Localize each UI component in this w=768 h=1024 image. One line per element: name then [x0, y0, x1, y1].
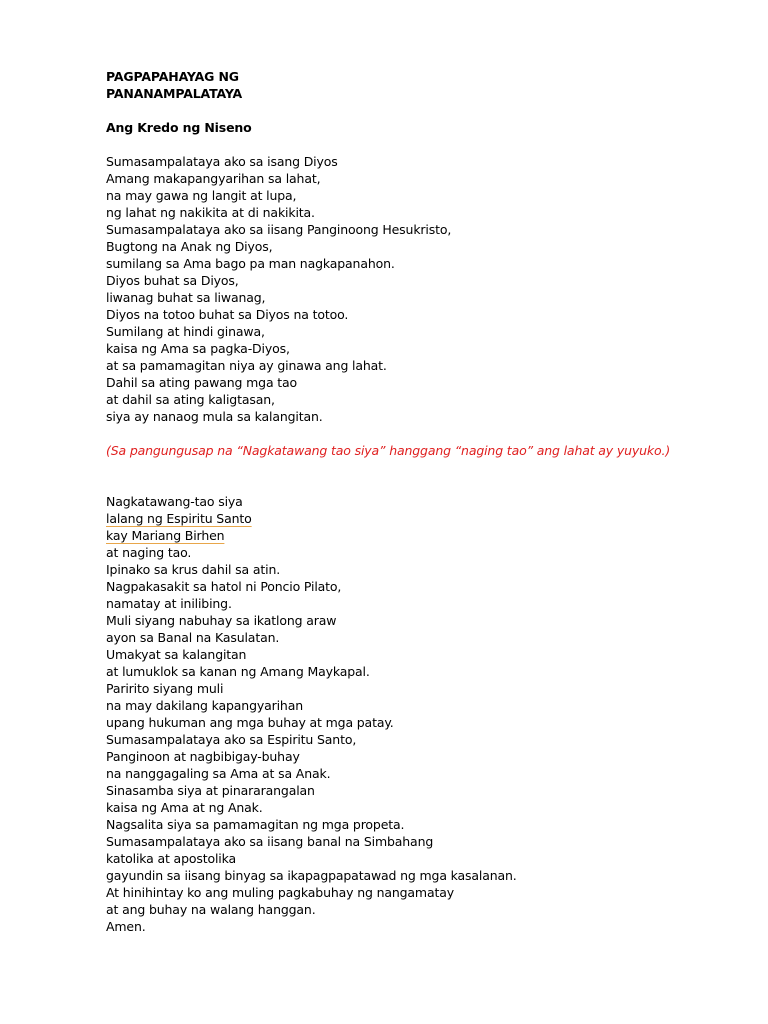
spacer [106, 136, 746, 153]
creed-line: Amen. [106, 919, 146, 934]
creed-line: liwanag buhat sa liwanag, [106, 290, 266, 305]
creed-line: at ang buhay na walang hanggan. [106, 902, 316, 917]
creed-line: Sumasampalataya ako sa isang Diyos [106, 154, 338, 169]
spacer [106, 459, 746, 476]
document-title-line-1: PAGPAPAHAYAG NG [106, 69, 239, 84]
spellcheck-flagged-text[interactable]: lalang ng Espiritu Santo [106, 511, 252, 526]
document-subtitle: Ang Kredo ng Niseno [106, 120, 252, 135]
creed-line: at dahil sa ating kaligtasan, [106, 392, 275, 407]
creed-line: ayon sa Banal na Kasulatan. [106, 630, 280, 645]
creed-line: Bugtong na Anak ng Diyos, [106, 239, 273, 254]
creed-line: At hinihintay ko ang muling pagkabuhay ng nangamatay [106, 885, 454, 900]
creed-line: katolika at apostolika [106, 851, 236, 866]
stanza-1 [106, 153, 746, 425]
creed-line: na may dakilang kapangyarihan [106, 698, 303, 713]
creed-line: upang hukuman ang mga buhay at mga patay. [106, 715, 394, 730]
creed-line: Sumilang at hindi ginawa, [106, 324, 265, 339]
stanza-2 [106, 493, 746, 935]
creed-line: Sumasampalataya ako sa Espiritu Santo, [106, 732, 357, 747]
creed-line: Muli siyang nabuhay sa ikatlong araw [106, 613, 337, 628]
creed-line: Nagpakasakit sa hatol ni Poncio Pilato, [106, 579, 342, 594]
creed-line: sumilang sa Ama bago pa man nagkapanahon. [106, 256, 395, 271]
creed-line: Sumasampalataya ako sa iisang banal na Simbahang [106, 834, 434, 849]
creed-line: Nagsalita siya sa pamamagitan ng mga propeta. [106, 817, 405, 832]
creed-line [106, 527, 746, 544]
creed-line: Dahil sa ating pawang mga tao [106, 375, 298, 390]
creed-line: namatay at inilibing. [106, 596, 232, 611]
creed-line: ng lahat ng nakikita at di nakikita. [106, 205, 315, 220]
spacer [106, 425, 746, 442]
creed-line: Ipinako sa krus dahil sa atin. [106, 562, 281, 577]
creed-line: Sumasampalataya ako sa iisang Panginoong Hesukristo, [106, 222, 452, 237]
creed-line: Panginoon at nagbibigay-buhay [106, 749, 300, 764]
creed-line: Nagkatawang-tao siya [106, 494, 243, 509]
creed-line: Paririto siyang muli [106, 681, 224, 696]
creed-line: at sa pamamagitan niya ay ginawa ang lahat. [106, 358, 387, 373]
creed-line: Diyos na totoo buhat sa Diyos na totoo. [106, 307, 349, 322]
creed-line: na nanggagaling sa Ama at sa Anak. [106, 766, 331, 781]
spacer [106, 102, 746, 119]
creed-line: Diyos buhat sa Diyos, [106, 273, 239, 288]
creed-line: gayundin sa iisang binyag sa ikapagpapatawad ng mga kasalanan. [106, 868, 517, 883]
creed-line: Amang makapangyarihan sa lahat, [106, 171, 321, 186]
creed-line: na may gawa ng langit at lupa, [106, 188, 297, 203]
creed-line: Sinasamba siya at pinararangalan [106, 783, 315, 798]
spellcheck-flagged-text[interactable]: kay Mariang Birhen [106, 528, 225, 543]
spacer [106, 476, 746, 493]
document-page [106, 68, 746, 935]
creed-line [106, 510, 746, 527]
creed-line: kaisa ng Ama sa pagka-Diyos, [106, 341, 290, 356]
rubric-note: (Sa pangungusap na “Nagkatawang tao siya” hanggang “naging tao” ang lahat ay yuyuko.) [106, 443, 671, 458]
creed-line: siya ay nanaog mula sa kalangitan. [106, 409, 323, 424]
creed-line: at naging tao. [106, 545, 192, 560]
document-title-line-2: PANANAMPALATAYA [106, 86, 243, 101]
creed-line: kaisa ng Ama at ng Anak. [106, 800, 263, 815]
creed-line: at lumuklok sa kanan ng Amang Maykapal. [106, 664, 370, 679]
creed-line: Umakyat sa kalangitan [106, 647, 247, 662]
